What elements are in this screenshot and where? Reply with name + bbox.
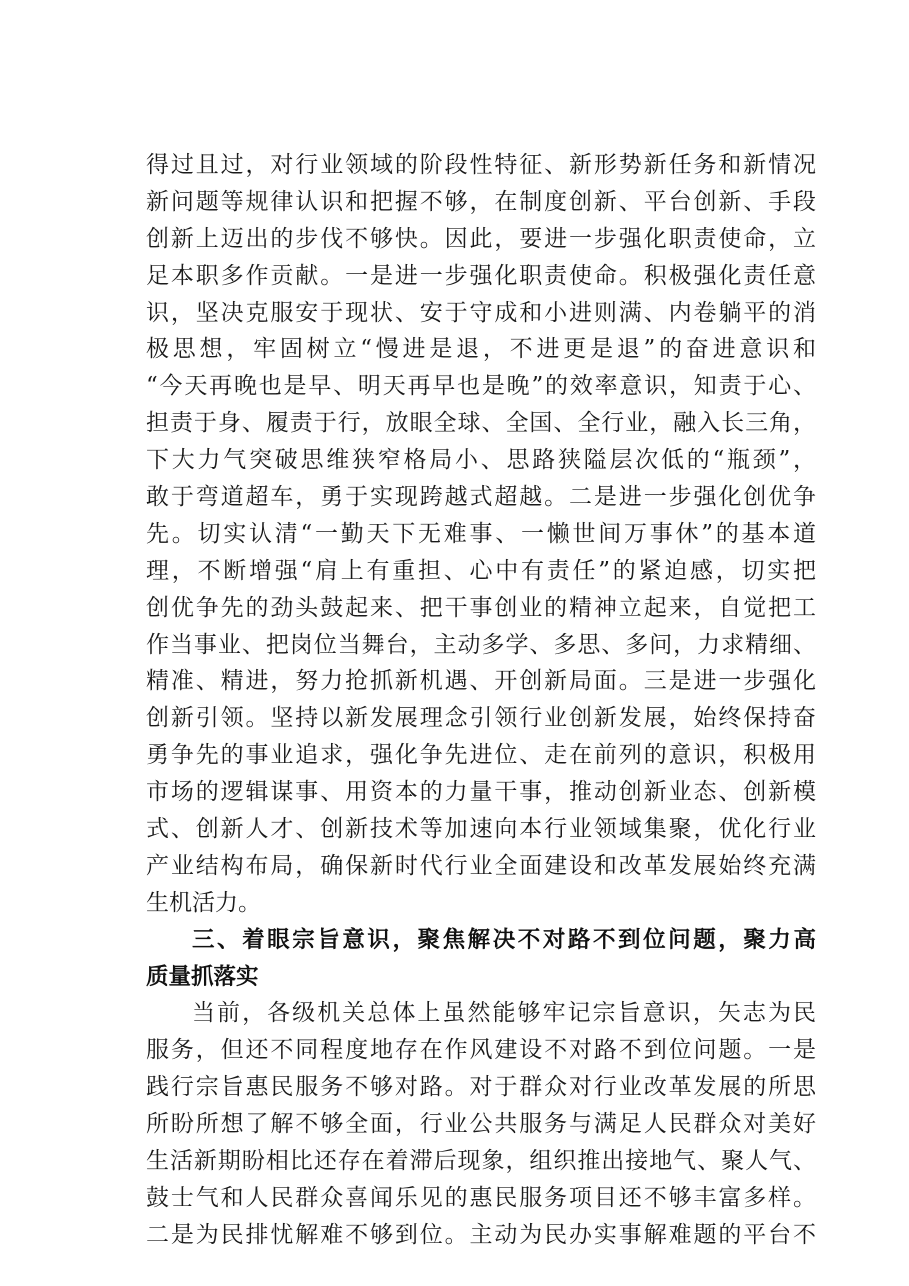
text-line: 新问题等规律认识和把握不够，在制度创新、平台创新、手段 bbox=[146, 188, 816, 215]
text-line: 精准、精进，努力抢抓新机遇、开创新局面。三是进一步强化 bbox=[146, 668, 816, 695]
text-line: 先。切实认清“一勤天下无难事、一懒世间万事休”的基本道 bbox=[146, 520, 816, 547]
text-line: 勇争先的事业追求，强化争先进位、走在前列的意识，积极用 bbox=[146, 742, 816, 769]
text-line: 践行宗旨惠民服务不够对路。对于群众对行业改革发展的所思 bbox=[146, 1074, 816, 1101]
text-line: 鼓士气和人民群众喜闻乐见的惠民服务项目还不够丰富多样。 bbox=[146, 1184, 816, 1211]
text-line: 识，坚决克服安于现状、安于守成和小进则满、内卷躺平的消 bbox=[146, 299, 816, 326]
text-line: 创新引领。坚持以新发展理念引领行业创新发展，始终保持奋 bbox=[146, 705, 816, 732]
heading-line: 三、着眼宗旨意识，聚焦解决不对路不到位问题，聚力高 bbox=[192, 926, 816, 953]
section-heading bbox=[146, 922, 816, 996]
text-line: 市场的逻辑谋事、用资本的力量干事，推动创新业态、创新模 bbox=[146, 779, 816, 806]
text-line: 生机活力。 bbox=[146, 889, 261, 916]
heading-line: 质量抓落实 bbox=[146, 963, 259, 990]
text-line: 敢于弯道超车，勇于实现跨越式超越。二是进一步强化创优争 bbox=[146, 484, 816, 511]
text-line: 服务，但还不同程度地存在作风建设不对路不到位问题。一是 bbox=[146, 1037, 816, 1064]
text-line: 生活新期盼相比还存在着滞后现象，组织推出接地气、聚人气、 bbox=[146, 1148, 816, 1175]
text-line: 所盼所想了解不够全面，行业公共服务与满足人民群众对美好 bbox=[146, 1111, 816, 1138]
text-line: “今天再晚也是早、明天再早也是晚”的效率意识，知责于心、 bbox=[146, 373, 816, 400]
text-line: 极思想，牢固树立“慢进是退，不进更是退”的奋进意识和 bbox=[146, 336, 816, 363]
text-line: 创优争先的劲头鼓起来、把干事创业的精神立起来，自觉把工 bbox=[146, 594, 816, 621]
text-line: 作当事业、把岗位当舞台，主动多学、多思、多问，力求精细、 bbox=[146, 631, 816, 658]
text-line: 下大力气突破思维狭窄格局小、思路狭隘层次低的“瓶颈”， bbox=[146, 447, 816, 474]
text-line: 式、创新人才、创新技术等加速向本行业领域集聚，优化行业 bbox=[146, 816, 816, 843]
text-line: 担责于身、履责于行，放眼全球、全国、全行业，融入长三角， bbox=[146, 410, 816, 437]
text-line: 得过且过，对行业领域的阶段性特征、新形势新任务和新情况 bbox=[146, 152, 816, 178]
text-line: 产业结构布局，确保新时代行业全面建设和改革发展始终充满 bbox=[146, 852, 816, 879]
text-line: 创新上迈出的步伐不够快。因此，要进一步强化职责使命，立 bbox=[146, 225, 816, 252]
text-line: 理，不断增强“肩上有重担、心中有责任”的紧迫感，切实把 bbox=[146, 557, 816, 584]
body-paragraph bbox=[146, 995, 816, 1253]
text-line: 当前，各级机关总体上虽然能够牢记宗旨意识，矢志为民 bbox=[192, 1000, 816, 1027]
text-line: 二是为民排忧解难不够到位。主动为民办实事解难题的平台不 bbox=[146, 1221, 816, 1248]
text-line: 足本职多作贡献。一是进一步强化职责使命。积极强化责任意 bbox=[146, 262, 816, 289]
body-paragraph bbox=[146, 147, 816, 922]
document-page bbox=[146, 147, 816, 1254]
